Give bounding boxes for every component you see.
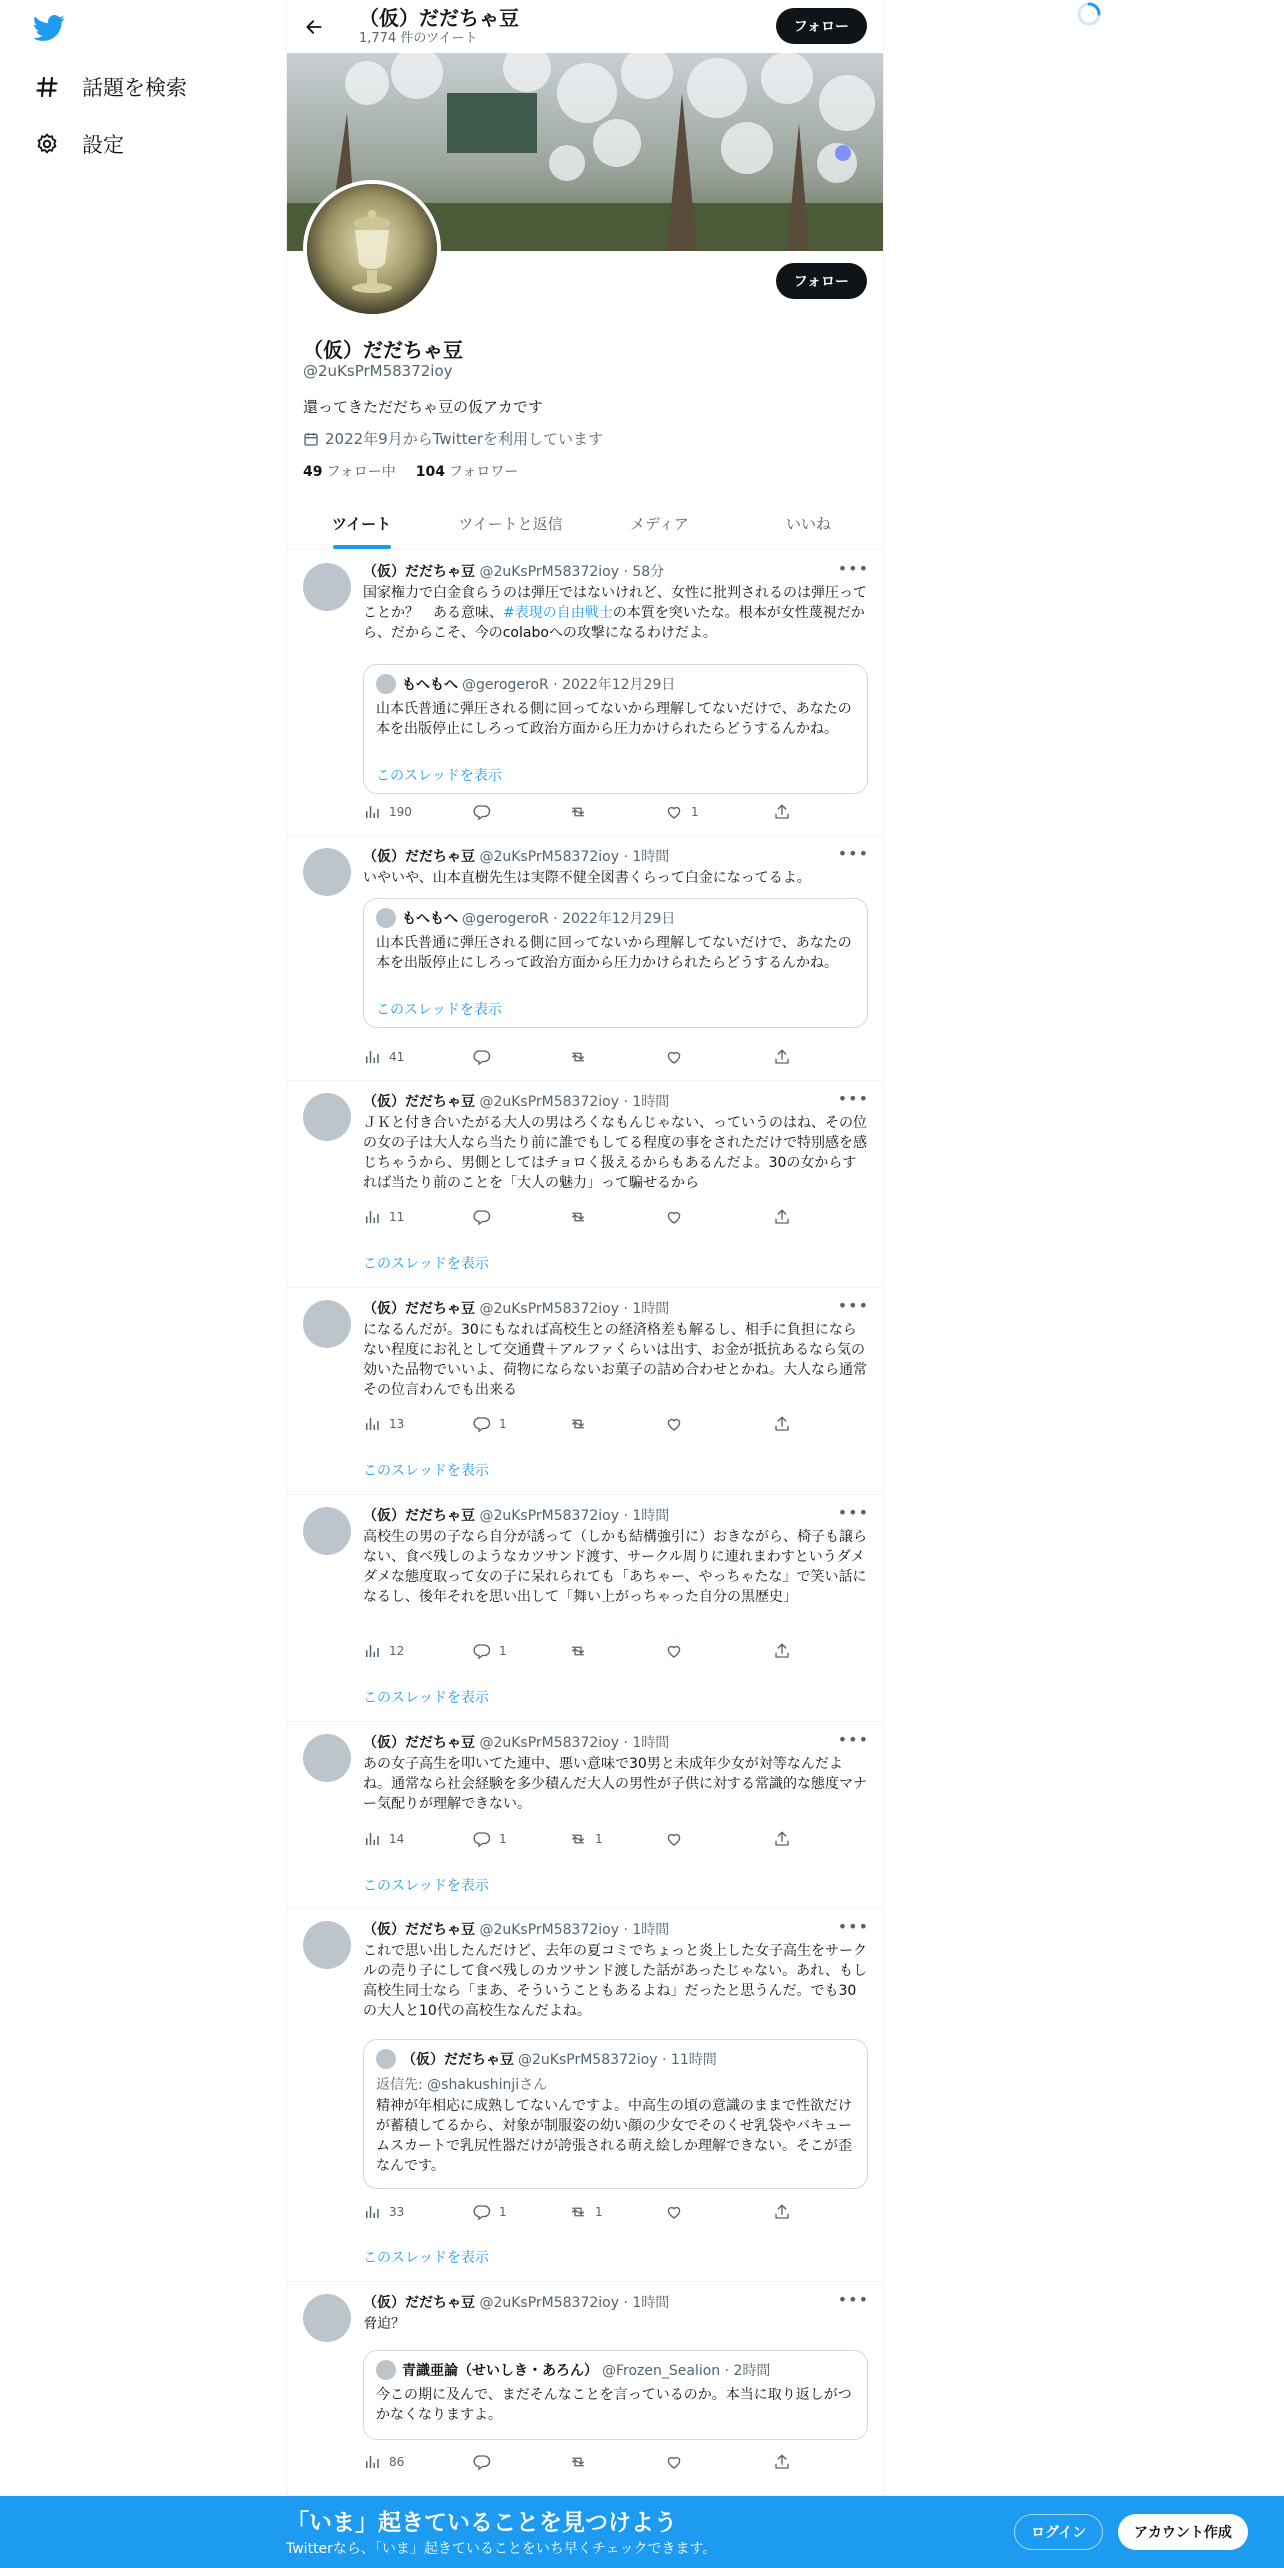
like-button[interactable]: [665, 1208, 691, 1226]
quoted-show-thread-link[interactable]: このスレッドを表示: [376, 1002, 502, 1018]
retweet-icon: [569, 2453, 587, 2471]
reply-icon: [473, 1208, 491, 1226]
hashtag-icon: [32, 72, 62, 102]
tweet-meta: @2uKsPrM58372ioy · 1時間: [479, 2295, 670, 2311]
retweet-button[interactable]: [569, 1415, 595, 1433]
tweet-text: これで思い出したんだけど、去年の夏コミでちょっと炎上した女子高生をサークルの売り子にして食べ残しのカツサンド渡した話があったじゃない。あれ、もし高校生同士なら「まあ、そういうこともあるよね」だったと思うんだ。でも30の大人と10代の高校生なんだよね。: [363, 1943, 867, 2019]
login-button[interactable]: ログイン: [1014, 2514, 1103, 2550]
views-button[interactable]: 13: [363, 1415, 404, 1433]
share-button[interactable]: [773, 803, 791, 821]
tweet-text: いやいや、山本直樹先生は実際不健全図書くらって白金になってるよ。: [363, 870, 811, 886]
heart-icon: [665, 803, 683, 821]
views-icon: [363, 2203, 381, 2221]
quoted-author-name: （仮）だだちゃ豆: [402, 2052, 514, 2068]
reply-button[interactable]: 1: [473, 1830, 507, 1848]
gear-icon: [32, 129, 62, 159]
tweet-item[interactable]: [287, 551, 883, 836]
profile-tabs: [287, 497, 883, 550]
reply-icon: [473, 1415, 491, 1433]
tweet-avatar[interactable]: [303, 1734, 351, 1782]
following-stat[interactable]: 49 フォロー中: [303, 464, 396, 480]
share-icon: [773, 2453, 791, 2471]
nav-explore[interactable]: [32, 59, 187, 115]
nav-explore-label: 話題を検索: [82, 76, 187, 100]
back-arrow-icon[interactable]: [297, 10, 331, 44]
views-button[interactable]: 12: [363, 1642, 404, 1660]
tweet-author-name[interactable]: （仮）だだちゃ豆: [363, 1301, 475, 1317]
retweet-button[interactable]: [569, 1208, 595, 1226]
reply-icon: [473, 2453, 491, 2471]
retweet-button[interactable]: [569, 1048, 595, 1066]
profile-stats: [303, 461, 538, 481]
heart-icon: [665, 1642, 683, 1660]
bottom-bar-title: 「いま」起きていることを見つけよう: [286, 2510, 677, 2536]
tweet-item[interactable]: [287, 1288, 883, 1495]
tweet-text: になるんだが。30にもなれば高校生との経済格差も解るし、相手に負担にならない程度にお礼として交通費＋アルファくらいは出す、お金が抵抗あるなら気の効いた品物でいいよ、荷物にならないお菓子の詰め合わせとかね。大人なら通常その位言わんでも出来る: [363, 1322, 867, 1398]
bottom-bar-subtitle: Twitterなら、「いま」起きていることをいち早くチェックできます。: [286, 2541, 717, 2557]
views-icon: [363, 2453, 381, 2471]
tweet-actions: [363, 2453, 793, 2473]
more-options-icon[interactable]: •••: [837, 1089, 869, 1108]
like-button[interactable]: [665, 2203, 691, 2221]
heart-icon: [665, 1048, 683, 1066]
tweet-item[interactable]: [287, 1722, 883, 1909]
tweet-meta: @2uKsPrM58372ioy · 1時間: [479, 1508, 670, 1524]
reply-button[interactable]: [473, 1048, 499, 1066]
more-options-icon[interactable]: •••: [837, 2290, 869, 2309]
views-icon: [363, 803, 381, 821]
more-options-icon[interactable]: •••: [837, 559, 869, 578]
more-options-icon[interactable]: •••: [837, 1917, 869, 1936]
tweet-text: 国家権力で白金食らうのは弾圧ではないけれど、女性に批判されるのは弾圧ってことか？ ある意味、#表現の自由戦士の本質を突いたな。根本が女性蔑視だから、だからこそ、今のcolaboへの攻撃になるわけだよ。: [363, 585, 867, 641]
profile-name: （仮）だだちゃ豆: [303, 338, 463, 362]
reply-icon: [473, 2203, 491, 2221]
like-button[interactable]: [665, 2453, 691, 2471]
retweet-button[interactable]: 1: [569, 1830, 603, 1848]
quoted-tweet[interactable]: [363, 2039, 868, 2189]
reply-button[interactable]: [473, 1208, 499, 1226]
share-icon: [773, 803, 791, 821]
share-button[interactable]: [773, 2203, 791, 2221]
tweet-meta: @2uKsPrM58372ioy · 1時間: [479, 1735, 670, 1751]
retweet-button[interactable]: [569, 2453, 595, 2471]
like-button[interactable]: [665, 1830, 691, 1848]
views-button[interactable]: 190: [363, 803, 412, 821]
show-thread-link[interactable]: このスレッドを表示: [363, 1690, 489, 1706]
nav-settings-label: 設定: [82, 133, 124, 157]
tweet-item[interactable]: [287, 1495, 883, 1722]
views-icon: [363, 1830, 381, 1848]
left-navigation: [0, 0, 286, 2568]
more-options-icon[interactable]: •••: [837, 1503, 869, 1522]
views-button[interactable]: 33: [363, 2203, 404, 2221]
views-icon: [363, 1415, 381, 1433]
retweet-icon: [569, 1208, 587, 1226]
retweet-icon: [569, 1642, 587, 1660]
retweet-button[interactable]: [569, 1642, 595, 1660]
tweet-avatar[interactable]: [303, 2294, 351, 2342]
quoted-text: 今この期に及んで、まだそんなことを言っているのか。本当に取り返しがつかなくなりますよ。: [376, 2387, 852, 2423]
tweet-meta: @2uKsPrM58372ioy · 1時間: [479, 1301, 670, 1317]
more-options-icon[interactable]: •••: [837, 1296, 869, 1315]
quoted-author-name: もへもへ: [402, 911, 458, 927]
views-icon: [363, 1208, 381, 1226]
quoted-avatar: [376, 908, 396, 928]
tab-media[interactable]: メディア: [630, 514, 689, 533]
reply-button[interactable]: 1: [473, 2203, 507, 2221]
more-options-icon[interactable]: •••: [837, 844, 869, 863]
share-button[interactable]: [773, 1048, 791, 1066]
share-button[interactable]: [773, 1208, 791, 1226]
quoted-tweet[interactable]: [363, 898, 868, 1028]
reply-button[interactable]: 1: [473, 1415, 507, 1433]
more-options-icon[interactable]: •••: [837, 1730, 869, 1749]
share-button[interactable]: [773, 2453, 791, 2471]
tweet-author-name[interactable]: （仮）だだちゃ豆: [363, 564, 475, 580]
retweet-icon: [569, 1048, 587, 1066]
tab-tweets-replies[interactable]: ツイートと返信: [458, 514, 563, 533]
retweet-icon: [569, 1830, 587, 1848]
header-title: （仮）だだちゃ豆: [359, 6, 519, 30]
heart-icon: [665, 1415, 683, 1433]
views-icon: [363, 1048, 381, 1066]
tweet-meta: @2uKsPrM58372ioy · 58分: [479, 564, 665, 580]
tweet-actions: [363, 1048, 793, 1068]
heart-icon: [665, 2453, 683, 2471]
tweet-author-name[interactable]: （仮）だだちゃ豆: [363, 1735, 475, 1751]
quoted-reply-to: 返信先: @shakushinjiさん: [376, 2077, 548, 2093]
signup-button[interactable]: アカウント作成: [1118, 2514, 1248, 2550]
tweet-meta: @2uKsPrM58372ioy · 1時間: [479, 1922, 670, 1938]
views-button[interactable]: 41: [363, 1048, 404, 1066]
quoted-avatar: [376, 2360, 396, 2380]
tweet-actions: [363, 1415, 793, 1435]
quoted-meta: @gerogeroR · 2022年12月29日: [462, 677, 676, 693]
quoted-meta: @Frozen_Sealion · 2時間: [602, 2363, 771, 2379]
tweet-text: あの女子高生を叩いてた連中、悪い意味で30男と未成年少女が対等なんだよね。通常なら社会経験を多少積んだ大人の男性が子供に対する常識的な態度マナー気配りが理解できない。: [363, 1756, 867, 1812]
quoted-avatar: [376, 2049, 396, 2069]
quoted-tweet[interactable]: [363, 664, 868, 794]
tweet-item[interactable]: [287, 836, 883, 1081]
tweet-actions: [363, 1830, 793, 1850]
tweet-actions: [363, 1642, 793, 1662]
quoted-avatar: [376, 674, 396, 694]
tweet-avatar[interactable]: [303, 563, 351, 611]
profile-follow-button[interactable]: フォロー: [776, 263, 867, 299]
quoted-meta: @2uKsPrM58372ioy · 11時間: [518, 2052, 717, 2068]
tweet-meta: @2uKsPrM58372ioy · 1時間: [479, 849, 670, 865]
like-button[interactable]: [665, 1415, 691, 1433]
quoted-show-thread-link[interactable]: このスレッドを表示: [376, 768, 502, 784]
share-icon: [773, 1048, 791, 1066]
like-button[interactable]: 1: [665, 803, 699, 821]
tweet-author-name[interactable]: （仮）だだちゃ豆: [363, 1922, 475, 1938]
tweet-item[interactable]: [287, 1909, 883, 2282]
tweet-text: ＪＫと付き合いたがる大人の男はろくなもんじゃない、っていうのはね、その位の女の子は大人なら当たり前に誰でもしてる程度の事をされただけで特別感を感じちゃうから、男側としてはチョロく扱えるからもあるんだよ。30の女からすれば当たり前のことを「大人の魅力」って騙せるから: [363, 1115, 867, 1191]
quoted-text: 精神が年相応に成熟してないんですよ。中高生の頃の意識のままで性欲だけが蓄積してるから、対象が制服姿の幼い顔の少女でそのくせ乳袋やバキュームスカートで乳尻性器だけが誇張される萌え絵しか理解できない。そこが歪なんです。: [376, 2098, 852, 2174]
header-follow-button[interactable]: フォロー: [776, 8, 867, 44]
tweet-item[interactable]: [287, 2282, 883, 2496]
tweet-author-name[interactable]: （仮）だだちゃ豆: [363, 1094, 475, 1110]
hashtag-link[interactable]: #表現の自由戦士: [503, 605, 613, 621]
reply-icon: [473, 1830, 491, 1848]
tweet-meta: @2uKsPrM58372ioy · 1時間: [479, 1094, 670, 1110]
tweet-avatar[interactable]: [303, 1921, 351, 1969]
heart-icon: [665, 1208, 683, 1226]
retweet-button[interactable]: [569, 803, 595, 821]
like-button[interactable]: [665, 1048, 691, 1066]
tweet-text: 脅迫？: [363, 2316, 405, 2332]
views-button[interactable]: 14: [363, 1830, 404, 1848]
tab-tweets[interactable]: ツイート: [287, 497, 436, 549]
quoted-author-name: もへもへ: [402, 677, 458, 693]
quoted-tweet[interactable]: [363, 2350, 868, 2440]
quoted-text: 山本氏普通に弾圧される側に回ってないから理解してないだけで、あなたの本を出版停止にしろって政治方面から圧力かけられたらどうするんかね。: [376, 935, 852, 971]
heart-icon: [665, 1830, 683, 1848]
share-icon: [773, 2203, 791, 2221]
reply-button[interactable]: [473, 803, 499, 821]
reply-icon: [473, 1642, 491, 1660]
calendar-icon: [303, 431, 319, 447]
profile-handle: @2uKsPrM58372ioy: [303, 362, 453, 380]
share-button[interactable]: [773, 1830, 791, 1848]
share-icon: [773, 1830, 791, 1848]
reply-button[interactable]: [473, 2453, 499, 2471]
share-button[interactable]: [773, 1642, 791, 1660]
retweet-icon: [569, 803, 587, 821]
tab-likes[interactable]: いいね: [785, 514, 831, 533]
like-button[interactable]: [665, 1642, 691, 1660]
tweet-text: 高校生の男の子なら自分が誘って（しかも結構強引に）おきながら、椅子も譲らない、食べ残しのようなカツサンド渡す、サークル周りに連れまわすというダメダメな態度取って女の子に呆れられても「あちゃー、やっちゃたな」で笑い話になるし、後年それを思い出して「舞い上がっちゃった自分の黒歴史」: [363, 1529, 867, 1605]
tweet-avatar[interactable]: [303, 1300, 351, 1348]
tweet-author-name[interactable]: （仮）だだちゃ豆: [363, 1508, 475, 1524]
views-button[interactable]: 86: [363, 2453, 404, 2471]
quoted-text: 山本氏普通に弾圧される側に回ってないから理解してないだけで、あなたの本を出版停止にしろって政治方面から圧力かけられたらどうするんかね。: [376, 701, 852, 737]
quoted-author-name: 青識亜論（せいしき・あろん）: [402, 2363, 598, 2379]
profile-joined-text: 2022年9月からTwitterを利用しています: [325, 430, 603, 448]
tweet-author-name[interactable]: （仮）だだちゃ豆: [363, 849, 475, 865]
profile-header-bar: [287, 0, 883, 53]
retweet-icon: [569, 2203, 587, 2221]
views-icon: [363, 1642, 381, 1660]
tweet-item[interactable]: [287, 1081, 883, 1288]
tweet-actions: [363, 1208, 793, 1228]
tweet-avatar[interactable]: [303, 1093, 351, 1141]
views-button[interactable]: 11: [363, 1208, 404, 1226]
profile-bio: 還ってきただだちゃ豆の仮アカです: [303, 398, 543, 416]
tweet-avatar[interactable]: [303, 1507, 351, 1555]
tweet-author-name[interactable]: （仮）だだちゃ豆: [363, 2295, 475, 2311]
profile-joined: [303, 428, 603, 449]
share-icon: [773, 1415, 791, 1433]
show-thread-link[interactable]: このスレッドを表示: [363, 2250, 489, 2266]
twitter-logo-icon[interactable]: [32, 12, 66, 44]
main-column: [286, 0, 884, 2568]
share-icon: [773, 1642, 791, 1660]
retweet-icon: [569, 1415, 587, 1433]
reply-button[interactable]: 1: [473, 1642, 507, 1660]
tweet-actions: [363, 803, 793, 823]
share-icon: [773, 1208, 791, 1226]
tweet-avatar[interactable]: [303, 848, 351, 896]
show-thread-link[interactable]: このスレッドを表示: [363, 1256, 489, 1272]
profile-avatar[interactable]: [303, 180, 441, 318]
quoted-meta: @gerogeroR · 2022年12月29日: [462, 911, 676, 927]
header-tweet-count: 1,774 件のツイート: [359, 31, 478, 46]
share-button[interactable]: [773, 1415, 791, 1433]
reply-icon: [473, 803, 491, 821]
show-thread-link[interactable]: このスレッドを表示: [363, 1878, 489, 1894]
retweet-button[interactable]: 1: [569, 2203, 603, 2221]
heart-icon: [665, 2203, 683, 2221]
followers-stat[interactable]: 104 フォロワー: [415, 464, 519, 480]
nav-settings[interactable]: [32, 116, 124, 172]
reply-icon: [473, 1048, 491, 1066]
bottom-signup-bar: [0, 2496, 1284, 2568]
show-thread-link[interactable]: このスレッドを表示: [363, 1463, 489, 1479]
loading-spinner-icon: [1076, 1, 1102, 27]
tweet-actions: [363, 2203, 793, 2223]
